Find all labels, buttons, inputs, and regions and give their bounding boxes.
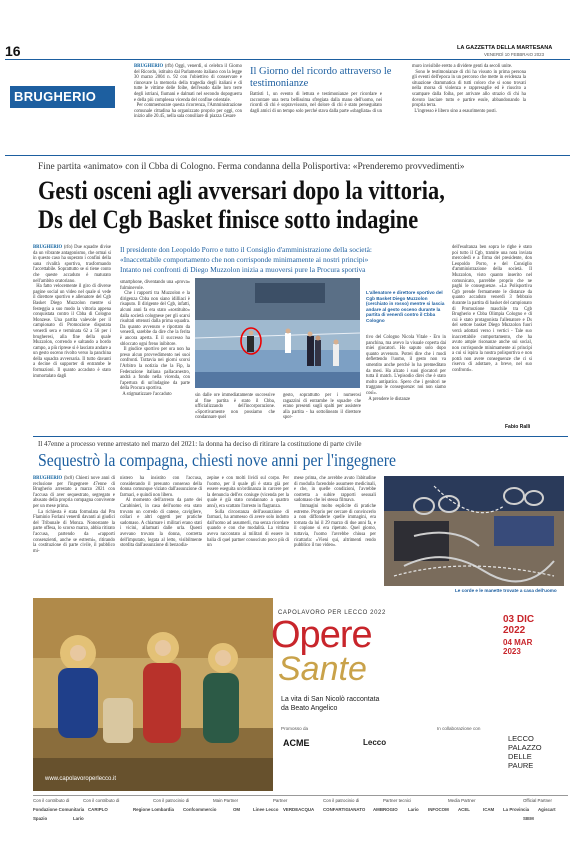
main-place: (rfo) [63, 245, 73, 250]
sponsor-logo: CONFARTIGIANATO [323, 807, 366, 812]
second-col3 [207, 476, 289, 549]
main-byline: Fabio Ralli [505, 424, 531, 430]
ad-venue-3: DELLE [508, 752, 532, 761]
ad-small-title: CAPOLAVORO PER LECCO 2022 [278, 610, 386, 616]
second-col1-text: Chiesti nove anni di reclusione per l'ingegnere 47enne di Brugherio arrestato a marzo 2021 con l'accusa di aver sequestrato, segregato e abusato della propria compagna convivente per un mese prima. [33, 476, 115, 509]
main-col5: dell'esultanza ben sopra le righe è stato poi tutto il Cgb, tramite una nota inviata mercoledì e a firma del presidente, don Leopoldo Porro, e del Consiglio d'amministrazione della società. Il Muzzolon, visto quanto inserito nel comunicato, parrebbe proprio che ne paghi le conseguenze. «La Polisportiva Cgb prende fermamente le distanze da quanto accaduto venerdì 3 febbraio durante la partita di basket del campionato di Promozione maschile tra Cgb Brugherio e Cbba Olimpia Cologno e di cui è stato protagonista l'allenatore e Ds del settore basket Diego Muzzolon fuori verrà adottati verso i vertici - Tale suo inaccettabile comportamento, che ha avuto ampie risonanze anche sui social, non corrisponde minimamente ai principi a cui si ispira la nostra polisportiva e non potrà non avere conseguenze che ci si riserva di adottare, a breve, nel suo confronti». [452, 245, 532, 374]
sponsor-label-9: Official Partner [523, 798, 552, 803]
top-col1-text: Oggi, venerdì, si celebra il Giorno del Ricordo, istituito dal Parlamento italiano con la legge 30 marzo 2004 n. 92 con l'obiettivo di conservare e rinnovare la memoria della tragedia degli italiani e di tutte le vittime delle foibe, dell'esodo dalle loro terre degli istriani, fiumani e dalmati nel secondo dopoguerra e della più complessa vicenda del confine orientale. [134, 64, 242, 103]
page-number: 16 [5, 43, 21, 59]
chains-photo [384, 476, 564, 586]
sponsor-logo: Linee Lecco [253, 807, 279, 812]
main-col2e: sin dalle ore immediatamente successive al fine partita è stato il Cbba, ufficializzando dell'incorporazione. «Sportivamente non possiamo che condannare quel [195, 393, 275, 421]
main-lead: BRUGHERIO [33, 245, 63, 250]
main-col4b-text: A prendere le distanze [368, 396, 411, 402]
ad-title-1: Opere [271, 614, 372, 656]
header-date: VENERDÌ 10 FEBBRAIO 2023 [484, 52, 545, 57]
ad-venue-1: LECCO [508, 734, 534, 743]
main-photo-caption: L'allenatore e direttore sportivo del Cgb Basket Diego Muzzolon (cerchiato in rosso) mentre si lascia andare al gesto osceno durante la partita di venerdì contro il Cbba Cologno [366, 290, 445, 323]
ad-sponsor-lecco: Lecco [363, 738, 387, 747]
second-col2-text: nistero ha insistito con l'accusa, considerando il presunto consenso della donna comunque viziato dall'assunzione di farmaci, e quindi non libero. [120, 476, 202, 498]
second-place: (bc8) [63, 476, 74, 481]
main-col3: gesto, soprattutto per i numerosi ragazzini di entrambe le squadre che erano presenti sugli spalti per assistere alla partita - ha sottolineato il direttore spor- [283, 393, 361, 421]
basketball-photo [195, 278, 360, 388]
main-headline-1: Gesti osceni agli avversari dopo la vittoria, [38, 176, 445, 205]
sponsor-logo: CARIPLO [88, 807, 108, 812]
sponsor-logo: La Provincia [503, 807, 530, 812]
painting-image [33, 598, 273, 791]
main-col4 [366, 335, 446, 402]
sponsor-logo: ACEL [458, 807, 470, 812]
second-col4 [294, 476, 376, 549]
second-col1 [33, 476, 115, 554]
divider [5, 155, 570, 156]
main-col2c-text: Il giudice sportivo per ora non ha preso alcun provvedimento nei suoi confronti. Tuttavia nei giorni scorsi l'Arbitro la notizia che la Fip, la Federazione italiana pallacanestro, andrà a fondo nella vicenda, con l'apertura di un'indagine da parte della Procura sportiva. [120, 347, 191, 392]
ad-year-2: 2023 [503, 647, 521, 656]
main-col2-text: smartphone, diventando una «prova» fulminevole. [120, 280, 190, 291]
ad-venue-4: PAURE [508, 761, 534, 770]
top-story-col3 [412, 64, 526, 114]
sponsor-logo: SIEM [523, 816, 534, 821]
second-col2b-text: Al momento dell'arresto da parte dei Carabinieri, in casa dell'uomo era stato trovato un corredo di catene, cavigliere, collari e altri oggetti per pratiche sadomaso. A chiamare i militari erano stati i vicini, allarmati dalle urla. Questi avevano trovato la donna, costretta dell'imputato, legata al letto, visibilmente stordita dall'assunzione di benzodia- [120, 498, 202, 549]
sponsor-label-5: Partner [273, 798, 288, 803]
court-scene-icon [195, 278, 360, 388]
top-col3b-text: Sono le testimonianze di chi ha vissuto in prima persona gli eventi dell'epoca in un percorso che mette in evidenza la situazione drammatica di tutti coloro che si sono trovati nella morsa di violenza e rappresaglie ed è riuscito a scampare dalla foiba, per arrivare allo strazio di chi ha dovuto lasciare tutto e partire esule, abbandonando la propria terra. [412, 69, 527, 109]
ad-collab: In collaborazione con [437, 726, 481, 731]
main-col1-text: Due squadre divise da un vibrante antagonismo, che ormai si in questo caso ha superato i confini della sana rivalità sportiva, trasformando l'accettabile. Soprattutto se si tiene conto che queste accaduto è maturato nell'ambito oratoriano. [33, 245, 112, 284]
top-col1b-text: Per commemorare questa ricorrenza, l'Amministrazione comunale cittadina ha organizzato proprio per oggi, con inizio alle 20.45, nella sala consiliare di piazza Cesare [134, 103, 243, 120]
second-kicker: Il 47enne a processo venne arrestato nel marzo del 2021: la donna ha deciso di ritirare la costituzione di parte civile [38, 440, 362, 448]
ad-date-2: 04 MAR [503, 638, 533, 647]
second-lead: BRUGHERIO [33, 476, 63, 481]
top-col3c-text: L'ingresso è libero sino a esaurimento posti. [414, 108, 497, 114]
sponsor-label-8: Media Partner [448, 798, 476, 803]
sponsor-logo: Lario [408, 807, 419, 812]
sponsor-logo: AMBROGIO [373, 807, 398, 812]
sponsor-label-2: Con il contributo di [83, 798, 120, 803]
ad-subtitle-1: La vita di San Nicolò raccontata [281, 696, 380, 703]
ad-site[interactable]: www.capolavoroperlecco.it [45, 776, 117, 782]
main-subhead-3: Intanto nei confronti di Diego Muzzolon inizia a muoversi pure la Procura sportiva [120, 265, 366, 274]
top-story-col2: Battisti 1, un evento di lettura e testimonianze per ricordare e raccontare una terra bellissima sfregiata dalla mano dell'uomo, nei ricordi di chi è sopravvissuto, nel dolore di chi è stato perseguitato dagli amici di un tempo solo perché stava dalla parte «sbagliata» di un [250, 92, 382, 114]
sponsor-label-1: Con il contributo di [33, 798, 70, 803]
ad-subtitle-2: da Beato Angelico [281, 705, 338, 712]
top-story-headline: Il Giorno del ricordo attraverso le testimonianze [250, 66, 392, 89]
second-col3-text: zepine e con molti lividi sul corpo. Per l'uomo, per il quale gli è stata già per essere eseguita un'ordinanza in carcere per la denuncia dell'ex coniuge (vicenda per la quale è già stato condannato a quattro anni), era scattato l'arresto in flagranza. [207, 476, 289, 509]
ad-banner [33, 598, 568, 791]
main-subhead-2: «Inaccettabile comportamento che non corrisponde minimamente ai nostri principi» [120, 255, 369, 264]
sponsor-logo: Regione Lombardia [133, 807, 174, 812]
section-label: BRUGHERIO [10, 86, 115, 108]
header-rule [5, 59, 570, 60]
second-col4-text: mese prima, che avrebbe avuto l'abitudine di modulla facendole assumere medicinali, e che, in quelle condizioni, l'avrebbe costretta a subire rapporti sessuali sadomaso che lei stessa filmava. [294, 476, 376, 504]
chains-caption: Le corde e le manette trovate a casa dell'uomo [455, 588, 557, 593]
sponsor-label-7: Partner tecnici [383, 798, 412, 803]
sponsor-logo: VERDEACQUA [283, 807, 315, 812]
top-col3-text: muro invisibile eretto a dividere genti da secoli unite. [412, 64, 513, 69]
sponsor-logo: Agiscart [538, 807, 556, 812]
sponsor-logo: Spazio [33, 816, 48, 821]
sponsor-logo: Confcommercio [183, 807, 217, 812]
sponsor-label-3: Con il patrocinio di [153, 798, 190, 803]
sponsor-logo: INFOCOM [428, 807, 449, 812]
main-col2d-text: A stigmatizzare l'accaduto [122, 391, 172, 397]
sponsor-label-6: Con il patrocinio di [323, 798, 360, 803]
main-col2 [120, 280, 190, 397]
main-subhead-1: Il presidente don Leopoldo Porro e tutto il Consiglio d'amministrazione della società: [120, 245, 372, 254]
top-story-col1 [134, 64, 242, 120]
sponsor-label-4: Main Partner [213, 798, 239, 803]
second-col4b-text: Immagini molto esplicite di pratiche estreme. Proprio per cercare di convincerlo a non diffonderle quelle immagini, era tornata da lui il 29 marzo di due anni fa, e il copione si era ripetuto. Quel giorno, tuttavia, l'uomo l'avrebbe chiusa per ricattarla: «Vieni qui, altrimenti rendo pubblico il tuo video». [294, 503, 376, 549]
sponsor-logo: Fondazione Comunitaria [33, 807, 85, 812]
main-col2b-text: Che i rapporti tra Muzzolon e la dirigenza Cbba non siano idilliaci è risaputo. Il dirigente del Cgb, infatti, alcuni anni fa era stato «sostituito» dalla società colognese per gli scarsi risultati ottenuti dalla prima squadra. Da quanto avvenuto e riportato da venerdì, sarebbe da dire che la ferita è ancora aperta. E il successo ha sbloccato ogni freno inibitore. [120, 291, 191, 347]
chains-handcuffs-icon [384, 476, 564, 586]
second-col3b-text: Sulla circostanza dell'assunzione di farmaci, ha ammesso di avere solo indotto dall'uomo ad assumerli, ma senza ricordare quando e con che modalità. La vittima aveva raccontato ai militari di essere in balia di quel partner conosciuto poco più di un [207, 509, 290, 549]
ad-venue-2: PALAZZO [508, 743, 542, 752]
top-place: (rfb) [164, 64, 174, 69]
ad-title-2: Sante [278, 650, 367, 688]
ad-date-1: 03 DIC [503, 614, 535, 625]
masthead: LA GAZZETTA DELLA MARTESANA [457, 45, 553, 51]
sponsor-logo: OM [233, 807, 241, 812]
second-col2 [120, 476, 202, 549]
sponsor-rule [33, 795, 568, 796]
main-col1b-text: Ha fatto velocemente il giro di diverse pagine social un video nel quale si vede il direttore sportivo e allenatore del Cgb Basket Diego Muzzolon mentre si festeggia a suo modo la vittoria appena conquistata contro il Cbba di Cologno Monzese. Una partita valevole per il campionato di Promozione disputata venerdì sera e terminata 62 a 56 per i brugheresi, alla fine della quale Muzzolon, correndo e saltando a bordo campo, a più riprese si è lasciato andare a un gesto osceno rivolto verso la panchina della squadra avversaria. Il tutto davanti a decine di supporter di entrambe le formazioni. Il quanto accaduto è stato immortalato dagli [33, 284, 112, 379]
ad-sponsor-acme: ACME [283, 738, 310, 748]
ad-year-1: 2022 [503, 625, 526, 636]
second-headline: Sequestrò la compagna, chiesti nove anni per l'ingegnere [38, 450, 396, 470]
divider [33, 436, 568, 437]
main-col4-text: tivo del Cologno Nicola Vitale - Ero in panchina, ma avevo la visuale coperta dai miei giocatori. Ho saputo solo dopo quanto avvenuto. Potrei dire che i modi deflettendo l'uomo, il gesto non va smentito anche perché lo ha premeditato da mesi. Ha alzato i suoi giocatori per tutta il match. L'episodio direi che è stato molto antipatico. Spero che i genitori ne traggano le conseguenze: noi non siamo così». [366, 335, 446, 396]
top-lead: BRUGHERIO [134, 64, 164, 69]
main-col1 [33, 245, 111, 379]
second-col1b-text: La richiesta è stata formulata dal Pm Flaminio Forlani venerdì davanti ai giudici del Tribunale di Monza. Nonostante la parte offesa, lo scorso marzo, abbia ritirato l'accusa, partendo da «rapporti consenzienti, anche se estremi», ritirando la costituzione di parte civile, il pubblico mi- [33, 509, 115, 554]
main-headline-2: Ds del Cgb Basket finisce sotto indagine [38, 205, 419, 234]
sponsor-logo: ICAM [483, 807, 495, 812]
sponsor-logo: Lario [73, 816, 84, 821]
ad-promoted-by: Promosso da [281, 726, 309, 731]
main-kicker: Fine partita «animato» con il Cbba di Cologno. Ferma condanna della Polisportiva: «Prenderemo provvedimenti» [38, 162, 465, 172]
sponsor-strip [33, 798, 568, 828]
